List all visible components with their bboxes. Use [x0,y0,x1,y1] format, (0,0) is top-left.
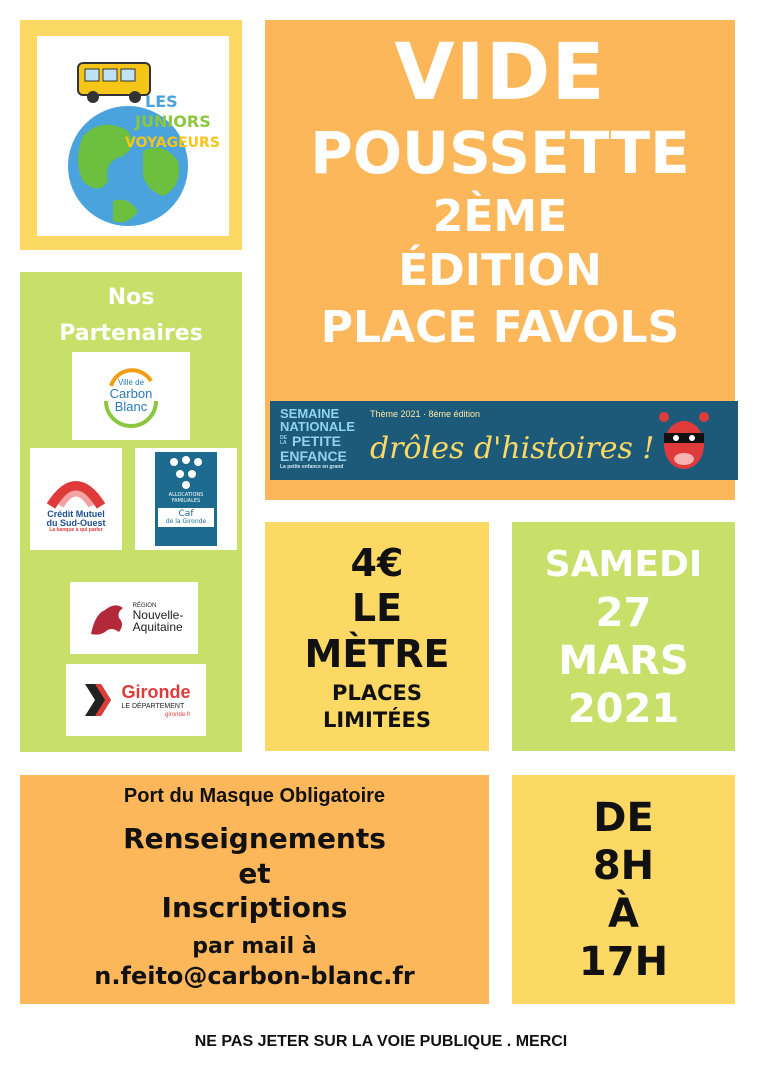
credit-mutuel-l1: Crédit Mutuel [47,508,105,519]
caf-figures-icon [164,456,208,490]
contact-email[interactable]: n.feito@carbon-blanc.fr [94,962,415,990]
gironde-shape-icon [81,680,115,720]
price-limitees: LIMITÉES [322,707,432,732]
carbon-blanc-logo [72,352,190,440]
date-day: SAMEDI [544,543,703,585]
date-panel [512,522,735,751]
nouvelle-aquitaine-l1: Nouvelle- [132,608,184,622]
partners-title-line2: Partenaires [59,321,203,346]
price-places: PLACES [332,680,422,705]
logo-word-juniors: JUNIORS [135,112,211,131]
logo-panel [20,20,242,250]
nouvelle-aquitaine-logo [70,582,198,654]
banner-semaine: SEMAINE [280,406,340,421]
gironde-l1: Gironde [121,681,191,702]
carbon-blanc-l1: Ville de [117,378,145,387]
credit-mutuel-logo [30,448,122,550]
info-renseignements: Renseignements [123,822,386,855]
credit-mutuel-l3: La banque à qui parler [49,526,103,533]
date-year: 2021 [567,685,680,732]
banner-tagline: La petite enfance en grand [280,464,344,470]
price-le: LE [351,585,403,630]
gironde-logo [66,664,206,736]
caf-l4: de la Gironde [165,518,207,525]
date-number: 27 [595,589,652,636]
info-et: et [238,857,271,890]
banner-de-la: DE LA [280,435,287,446]
price-panel [265,522,489,751]
gironde-l2: LE DÉPARTEMENT [121,702,185,710]
hours-a: À [608,890,639,937]
footer-notice: NE PAS JETER SUR LA VOIE PUBLIQUE . MERCI [194,1033,568,1050]
banner-nationale: NATIONALE [280,419,355,434]
lion-icon [85,596,129,640]
credit-mutuel-l2: du Sud-Ouest [46,517,106,528]
carbon-blanc-l2: Carbon [109,386,153,401]
hours-panel [512,775,735,1004]
info-panel [20,775,489,1004]
banner-enfance: ENFANCE [280,448,347,464]
title-line-edition: ÉDITION [398,245,602,296]
credit-mutuel-icon [46,466,106,510]
price-amount: 4€ [350,540,404,585]
partners-panel [20,272,242,752]
hours-end: 17H [578,938,669,985]
logo-word-voyageurs: VOYAGEURS [125,135,220,151]
title-line-place: PLACE FAVOLS [320,302,680,353]
banner-petite: PETITE [292,433,342,449]
mask-notice: Port du Masque Obligatoire [123,785,386,807]
banner-script: drôles d'histoires ! [370,431,655,466]
caf-l3: Caf [178,509,194,519]
semaine-petite-enfance-banner [270,401,738,480]
title-line-edition-number: 2ÈME [432,191,568,242]
info-par-mail: par mail à [192,934,317,959]
partners-title-line1: Nos [107,285,155,310]
title-panel [265,20,735,500]
juniors-voyageurs-logo [37,36,229,236]
nouvelle-aquitaine-l2: Aquitaine [132,620,183,634]
price-metre: MÈTRE [304,631,450,676]
hours-start: 8H [592,842,655,889]
logo-word-les: LES [145,92,178,111]
caf-l1: ALLOCATIONS [168,492,204,498]
nouvelle-aquitaine-l0: RÉGION [132,603,157,609]
carbon-blanc-l3: Blanc [114,399,148,414]
info-inscriptions: Inscriptions [161,891,348,924]
title-line-vide: VIDE [394,28,606,118]
caf-logo [135,448,237,550]
gironde-l3: gironde.fr [165,711,191,718]
hours-de: DE [593,794,654,841]
caf-l2: FAMILIALES [171,498,201,504]
giraffe-icon [656,411,712,473]
title-line-poussette: POUSSETTE [310,119,690,187]
banner-theme: Thème 2021 · 8ème édition [370,409,481,419]
date-month: MARS [558,637,689,684]
